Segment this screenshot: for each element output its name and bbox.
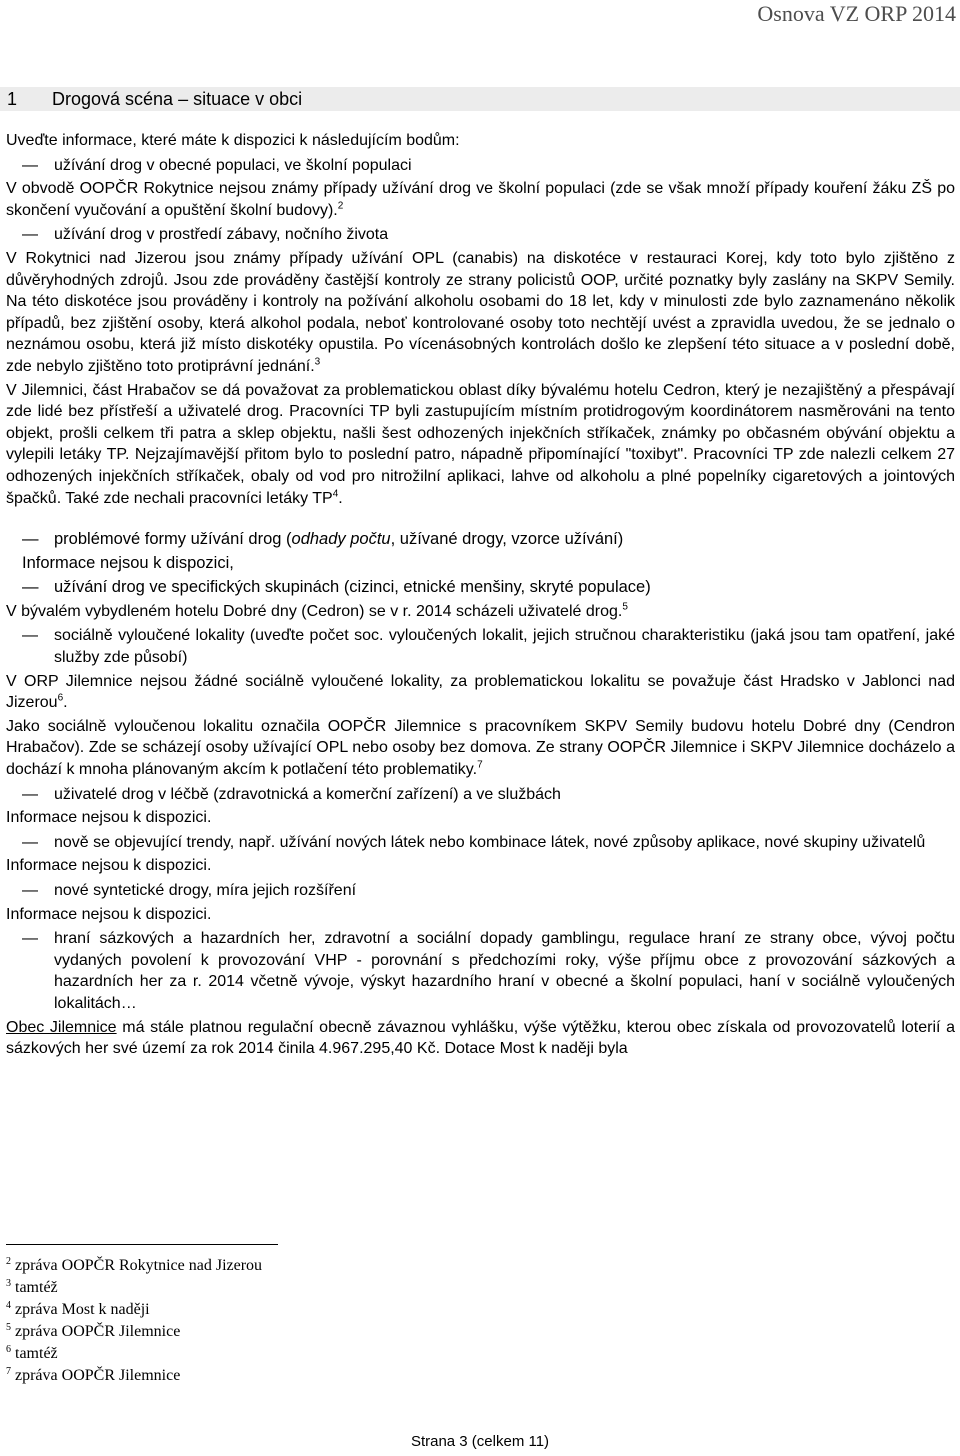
bullet-item: — nové syntetické drogy, míra jejich rozšíření (6, 880, 955, 902)
footnote-ref: 6 (57, 692, 64, 704)
paragraph: V obvodě OOPČR Rokytnice nejsou známy případy užívání drog ve školní populaci (zde se však množí případy kouření žáku ZŠ po skončení vyučování a opuštění školní budovy).$^2$ (6, 180, 955, 219)
paragraph: Informace nejsou k dispozici, (22, 553, 234, 572)
bullet-item: — uživatelé drog v léčbě (zdravotnická a komerční zařízení) a ve službách (6, 784, 955, 806)
dash-icon: — (22, 785, 38, 803)
bullet-item: — problémové formy užívání drog (odhady počtu, užívané drogy, vzorce užívání) (6, 529, 955, 551)
footnote: $^3$ tamtéž (6, 1277, 58, 1296)
section-title: Drogová scéna – situace v obci (52, 89, 303, 109)
paragraph: Jako sociálně vyloučenou lokalitu označila OOPČR Jilemnice s pracovníkem SKPV Semily budovu hotelu Dobré dny (Cendron Hrabačov). Zde se scházejí osoby užívající OPL nebo osoby bez domova. Ze strany OOPČR Jilemnice i SKPV Jilemnice docházelo a dochází k mnoha plánovaným akcím k potlačení této problematiky.$^7$ (6, 717, 955, 779)
document-header: Osnova VZ ORP 2014 (757, 1, 956, 26)
bullet-item: — sociálně vyloučené lokality (uveďte počet soc. vyloučených lokalit, jejich stručnou charakteristiku (jaká jsou tam opatření, jaké služby zde působí) (22, 627, 955, 667)
footnote-ref: 5 (622, 601, 628, 613)
bullet-item: — užívání drog v obecné populaci, ve školní populaci (6, 155, 955, 177)
footnote-divider (6, 1244, 278, 1245)
footnote: $^4$ zpráva Most k naději (6, 1299, 150, 1318)
dash-icon: — (22, 226, 38, 244)
dash-icon: — (22, 930, 38, 948)
footnote-ref: 3 (314, 356, 321, 368)
bullet-item: — nově se objevující trendy, např. užívání nových látek nebo kombinace látek, nové způsoby aplikace, nové skupiny uživatelů (6, 832, 955, 854)
intro-paragraph: Uveďte informace, které máte k dispozici k následujícím bodům: (6, 132, 460, 149)
dash-icon: — (22, 627, 38, 645)
footnote: $^7$ zpráva OOPČR Jilemnice (6, 1365, 181, 1384)
bullet-item: — hraní sázkových a hazardních her, zdravotní a sociální dopady gamblingu, regulace hraní ze strany obce, vývoj počtu vydaných povolení k provozování VHP - porovnání s předchozími roky, výše příjmu obce z provozování sázkových a hazardních her za r. 2014 včetně vývoje, výskyt hazardního hraní v obecné a školní populaci, haní v sociálně vyloučených lokalitách… (22, 930, 955, 1012)
section-heading (0, 87, 960, 111)
paragraph: V Rokytnici nad Jizerou jsou známy případy užívání OPL (canabis) na diskotéce v restauraci Korej, kdy toto bylo zjištěno z důvěryhodných zdrojů. Jsou zde prováděny častější kontroly ze strany policistů OOP, určité poznatky byly zaslány na SKPV Semily. Na této diskotéce jsou prováděny i kontroly na požívání alkoholu osobami do 18 let, kdy v minulosti zde bylo zaznamenáno několik případů, bez zjištění osoby, která alkohol podala, neboť kontrolované osoby toto nechtějí uvést a zpravidla uvedou, že se jednalo o neznámou osobu, která již místo diskotéky opustila. Po vícenásobných kontrolách došlo ke zlepšení této situace a v poslední době, zde nebylo zjištěno toto protiprávní jednání.$^3$ (6, 249, 955, 375)
dash-icon: — (22, 530, 39, 549)
paragraph: Informace nejsou k dispozici. (6, 905, 212, 923)
paragraph: V ORP Jilemnice nejsou žádné sociálně vyloučené lokality, za problematickou lokalitu se považuje část Hradsko v Jablonci nad Jizerou$^6$. (6, 672, 955, 712)
footnote: $^6$ tamtéž (6, 1343, 58, 1362)
paragraph: V Jilemnici, část Hrabačov se dá považovat za problematickou oblast díky bývalému hotelu Cedron, který je nezajištěný a přespávají zde lidé bez přístřeší a uživatelé drog. Pracovníci TP byli zastupujícím místním protidrogovým koordinátorem nasměrováni na tento objekt, prošli celkem tři patra a sklep objektu, našli šest odhozených injekčních stříkaček, známky po občasném obývání objektu a vylepili letáky TP. Nejzajímavější přitom bylo to poslední patro, nápadně připomínající "toxibyt". Pracovníci TP zde nalezli celkem 27 odhozených injekčních stříkaček, obaly od vod pro nitrožilní aplikaci, lahve od alkoholu a plné popelníky cigaretových a jointových špačků. Také zde nechali pracovníci letáky $TP^4$. (6, 381, 955, 507)
dash-icon: — (22, 882, 38, 899)
obec-jilemnice-link[interactable]: Obec Jilemnice (6, 1018, 117, 1036)
footnote: $^2$ zpráva OOPČR Rokytnice nad Jizerou (6, 1255, 263, 1274)
dash-icon: — (22, 578, 39, 597)
paragraph: Obec Jilemnice má stále platnou regulační obecně závaznou vyhlášku, výše výtěžku, kterou obec získala od provozovatelů loterií a sázkových her své území za rok 2014 činila 4.967.295,40 Kč. Dotace Most k naději byla (6, 1018, 956, 1058)
footnote-ref: 4 (332, 488, 339, 500)
paragraph: Informace nejsou k dispozici. (6, 809, 212, 827)
footnotes (6, 1255, 262, 1387)
paragraph: Informace nejsou k dispozici. (6, 857, 212, 875)
page-number: Strana 3 (celkem 11) (410, 1433, 550, 1450)
document-body (6, 130, 955, 1062)
paragraph: V bývalém vybydleném hotelu Dobré dny (Cedron) se v r. 2014 scházeli uživatelé drog.$^5$ (6, 601, 628, 620)
bullet-item: — užívání drog ve specifických skupinách (cizinci, etnické menšiny, skryté populace) (6, 577, 955, 599)
footnote: $^5$ zpráva OOPČR Jilemnice (6, 1321, 181, 1340)
bullet-item: — užívání drog v prostředí zábavy, nočního života (6, 224, 955, 246)
footnote-ref: 7 (477, 759, 483, 771)
footnote-ref: 2 (337, 200, 344, 212)
dash-icon: — (22, 833, 38, 851)
section-number: 1 (7, 89, 18, 109)
dash-icon: — (22, 156, 38, 174)
